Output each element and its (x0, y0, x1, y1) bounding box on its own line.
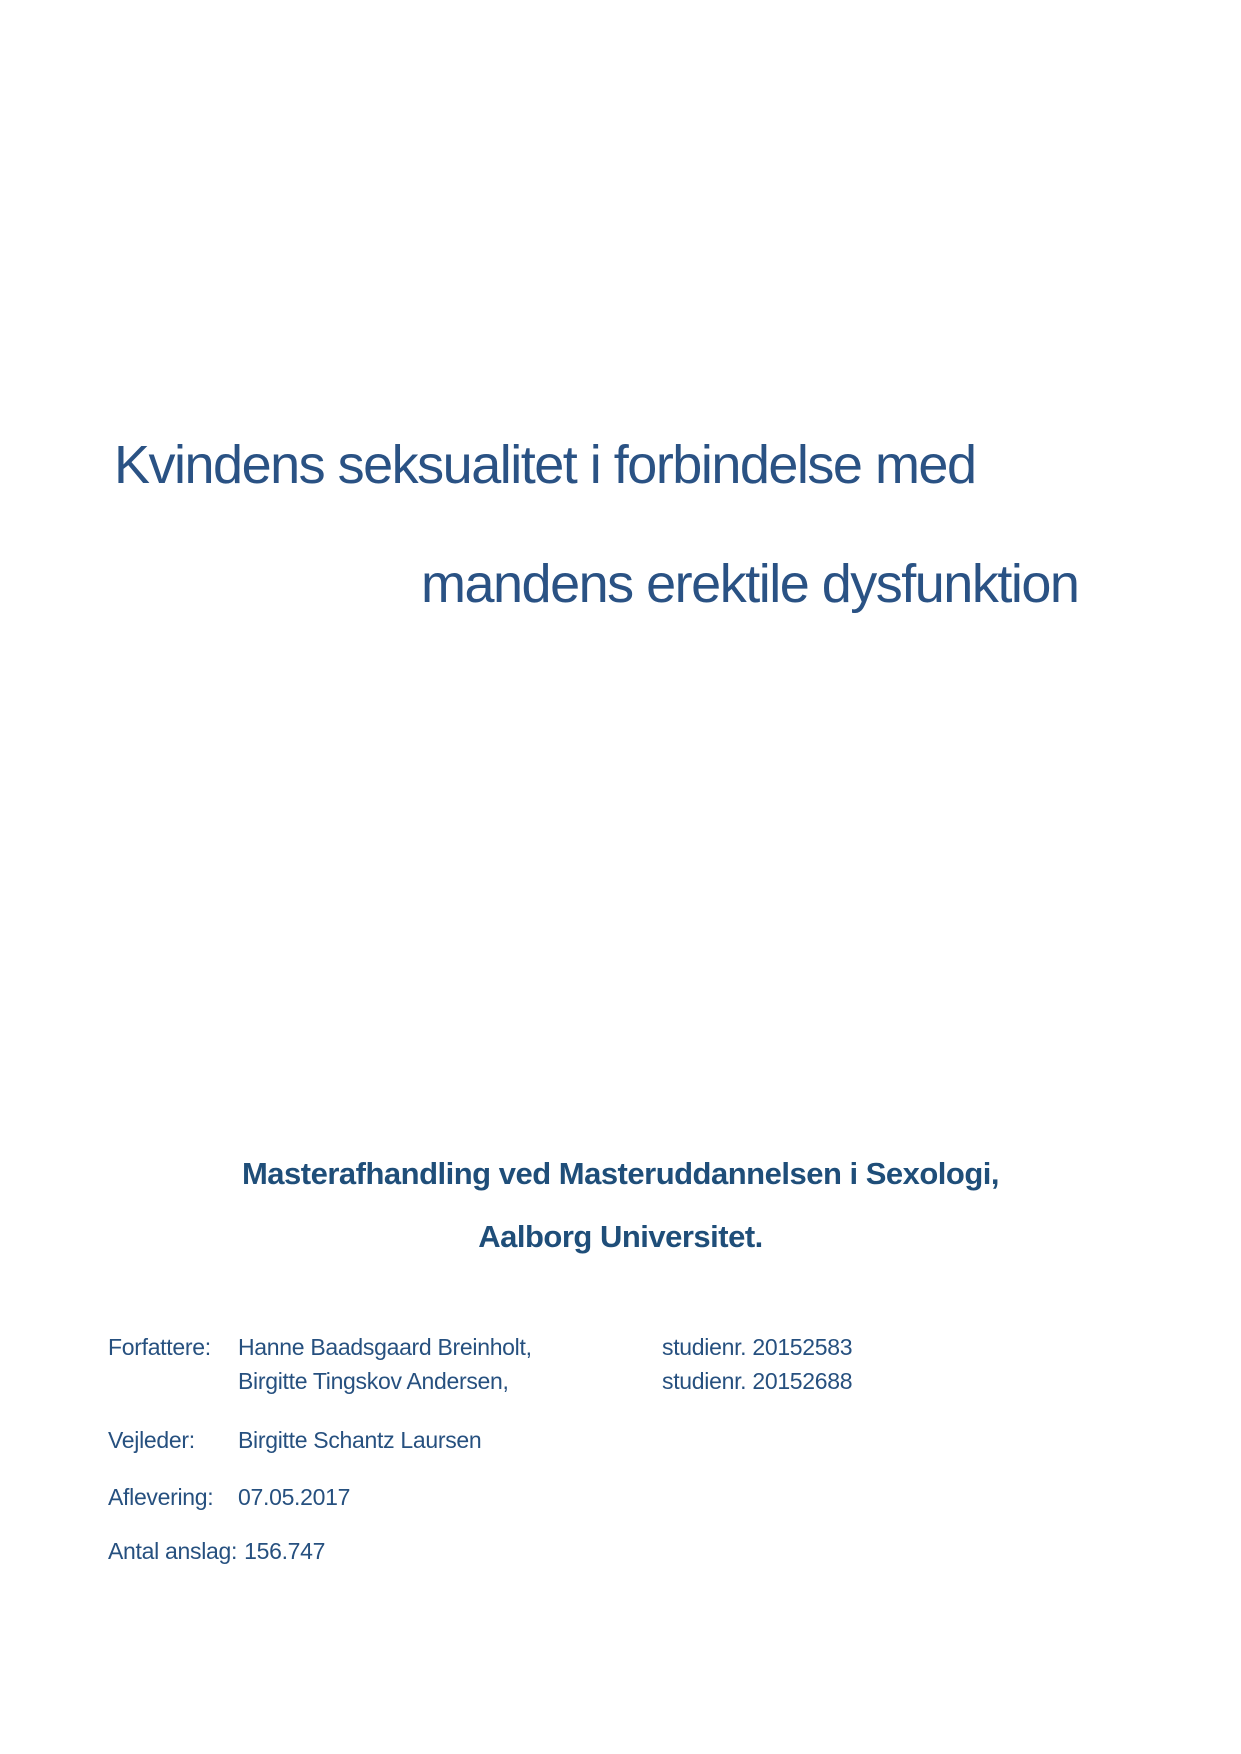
submission-row (108, 1484, 662, 1512)
authors-row-2 (108, 1368, 852, 1396)
supervisor-row (108, 1427, 662, 1455)
thesis-title-line-1: Kvindens seksualitet i forbindelse med (114, 435, 976, 495)
authors-row-1 (108, 1334, 852, 1362)
thesis-title-line-2: mandens erektile dysfunktion (421, 554, 1079, 614)
authors-label: Forfattere: (108, 1334, 211, 1360)
submission-label: Aflevering: (108, 1484, 214, 1510)
author-1-student-number: studienr. 20152583 (662, 1334, 853, 1360)
author-2-student-number: studienr. 20152688 (662, 1368, 853, 1394)
supervisor-name: Birgitte Schantz Laursen (238, 1427, 482, 1453)
char-count-label: Antal anslag: (108, 1538, 238, 1564)
char-count-value: 156.747 (244, 1538, 326, 1564)
degree-subtitle-line-1: Masterafhandling ved Masteruddannelsen i Sexologi, (241, 1156, 1000, 1191)
char-count-row (108, 1538, 325, 1566)
author-1-name: Hanne Baadsgaard Breinholt, (238, 1334, 532, 1360)
supervisor-label: Vejleder: (108, 1427, 195, 1453)
author-2-name: Birgitte Tingskov Andersen, (238, 1368, 509, 1394)
submission-date: 07.05.2017 (238, 1484, 351, 1510)
degree-subtitle-line-2: Aalborg Universitet. (478, 1219, 763, 1254)
